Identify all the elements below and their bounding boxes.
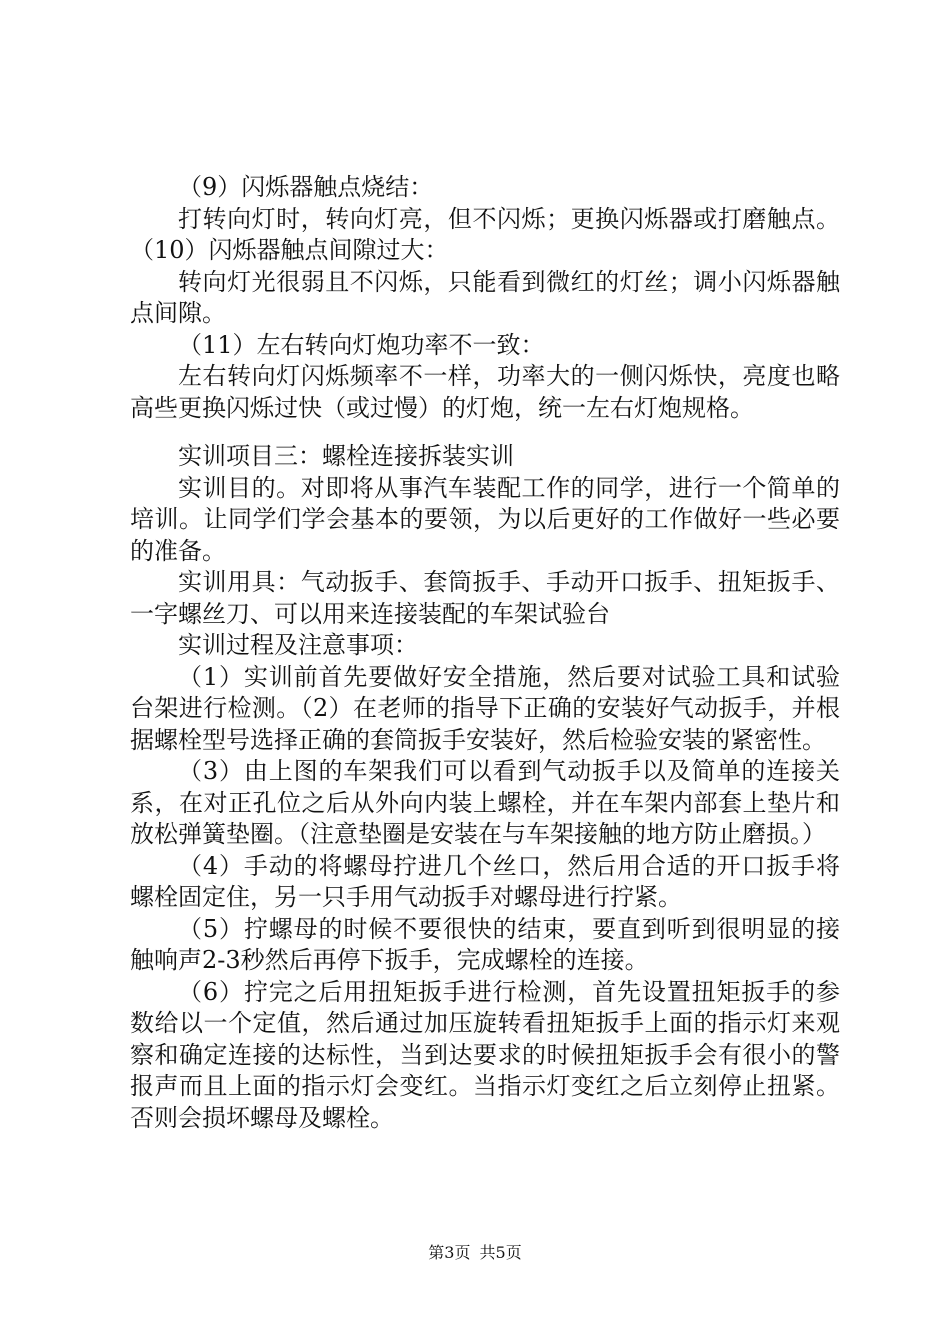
- paragraph: 转向灯光很弱且不闪烁，只能看到微红的灯丝；调小闪烁器触点间隙。: [130, 267, 840, 327]
- page-total: 共5页: [479, 1243, 522, 1262]
- page-footer: [0, 1243, 950, 1263]
- section-title: 实训项目三：螺栓连接拆装实训: [178, 442, 514, 470]
- paragraph: （4）手动的将螺母拧进几个丝口，然后用合适的开口扳手将螺栓固定住，另一只手用气动扳手对螺母进行拧紧。: [130, 851, 840, 911]
- paragraph: （3）由上图的车架我们可以看到气动扳手以及简单的连接关系，在对正孔位之后从外向内装上螺栓，并在车架内部套上垫片和放松弹簧垫圈。（注意垫圈是安装在与车架接触的地方防止磨损。）: [130, 757, 840, 848]
- section-gap: [130, 424, 840, 441]
- paragraph: （11）左右转向灯炮功率不一致：: [178, 330, 545, 359]
- paragraph: 实训过程及注意事项：: [178, 631, 418, 659]
- paragraph: （9）闪烁器触点烧结：: [178, 173, 434, 201]
- page-number: 第3页: [428, 1243, 471, 1262]
- document-body: [130, 172, 840, 1134]
- paragraph: 打转向灯时，转向灯亮，但不闪烁；更换闪烁器或打磨触点。（10）闪烁器触点间隙过大：: [130, 204, 840, 264]
- paragraph: 左右转向灯闪烁频率不一样，功率大的一侧闪烁快，亮度也略高些更换闪烁过快（或过慢）的灯炮，统一左右灯炮规格。: [130, 362, 840, 422]
- paragraph: 实训目的。对即将从事汽车装配工作的同学，进行一个简单的培训。让同学们学会基本的要领，为以后更好的工作做好一些必要的准备。: [130, 473, 840, 565]
- paragraph: （1）实训前首先要做好安全措施，然后要对试验工具和试验台架进行检测。（2）在老师的指导下正确的安装好气动扳手，并根据螺栓型号选择正确的套筒扳手安装好，然后检验安装的紧密性。: [130, 662, 840, 754]
- paragraph: （5）拧螺母的时候不要很快的结束，要直到听到很明显的接触响声2-3秒然后再停下扳手，完成螺栓的连接。: [130, 914, 840, 974]
- paragraph: 实训用具：气动扳手、套筒扳手、手动开口扳手、扭矩扳手、一字螺丝刀、可以用来连接装配的车架试验台: [130, 568, 840, 628]
- paragraph: （6）拧完之后用扭矩扳手进行检测，首先设置扭矩扳手的参数给以一个定值，然后通过加压旋转看扭矩扳手上面的指示灯来观察和确定连接的达标性，当到达要求的时候扭矩扳手会有很小的警报声而且上面的指示灯会变红。当指示灯变红之后立刻停止扭紧。否则会损坏螺母及螺栓。: [130, 977, 840, 1132]
